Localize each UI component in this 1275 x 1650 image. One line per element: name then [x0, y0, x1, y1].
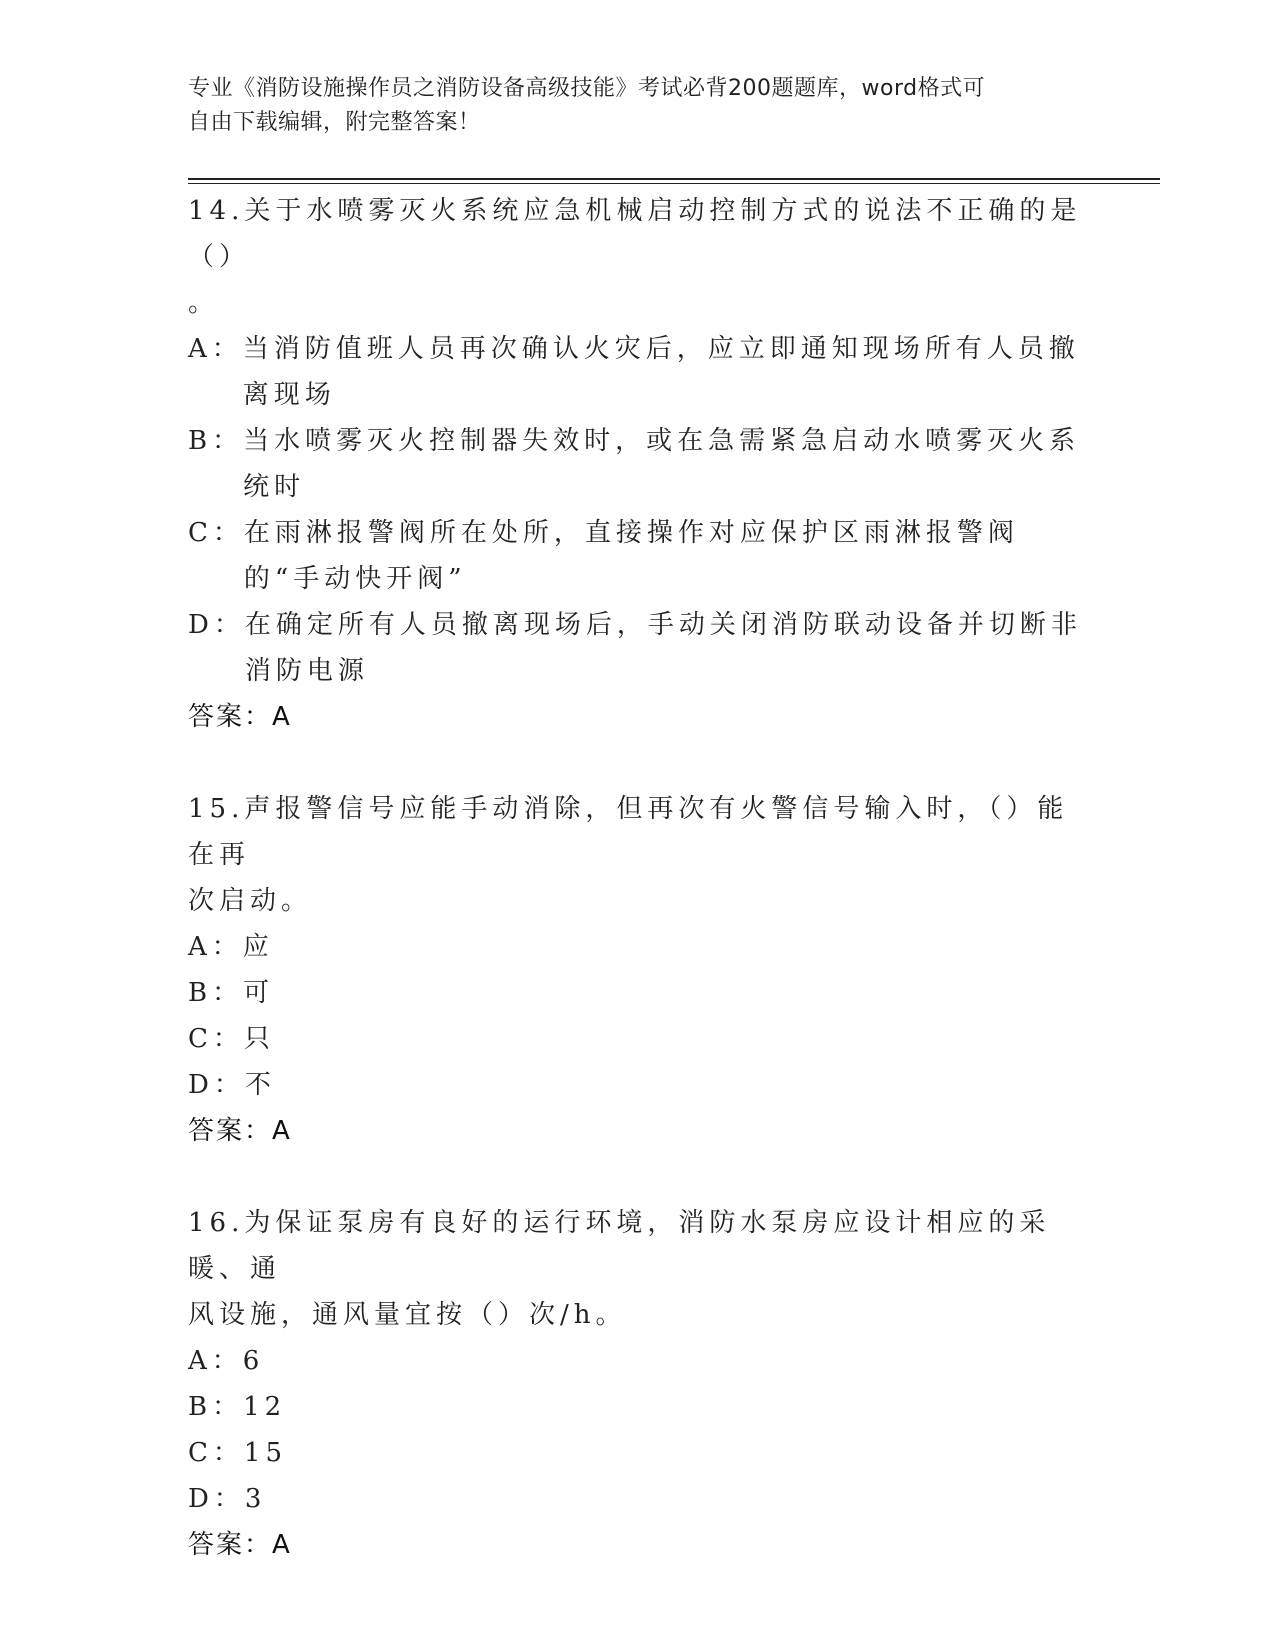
option-key: D：: [188, 1070, 245, 1100]
option-a: [188, 924, 1088, 970]
header-divider-thick: [188, 178, 1160, 180]
option-c: [188, 510, 1088, 602]
document-header: [188, 72, 1088, 140]
question-stem: 14.关于水喷雾灭火系统应急机械启动控制方式的说法不正确的是（）: [188, 196, 1082, 272]
option-key: C：: [188, 518, 244, 548]
option-key: D：: [188, 1484, 245, 1514]
option-a: [188, 326, 1088, 418]
header-line-2: 自由下载编辑，附完整答案！: [188, 110, 481, 135]
option-text: 当消防值班人员再次确认火灾后，应立即通知现场所有人员撤离现场: [242, 334, 1080, 410]
option-b: [188, 1384, 1088, 1430]
option-b: [188, 970, 1088, 1016]
option-d: [188, 602, 1088, 694]
option-text: 12: [243, 1392, 287, 1422]
header-line-1: 专业《消防设施操作员之消防设备高级技能》考试必背200题题库，word格式可: [188, 76, 986, 101]
option-b: [188, 418, 1088, 510]
question-spacer: [188, 1154, 1088, 1200]
option-key: A：: [188, 334, 243, 364]
answer-line: 答案：A: [188, 1116, 292, 1146]
option-key: A：: [188, 932, 243, 962]
question-16: [188, 1200, 1088, 1568]
option-key: B：: [188, 426, 244, 456]
option-d: [188, 1476, 1088, 1522]
option-a: [188, 1338, 1088, 1384]
option-key: B：: [188, 978, 244, 1008]
option-key: D：: [188, 610, 245, 640]
option-text: 6: [242, 1346, 265, 1376]
answer-line: 答案：A: [188, 1530, 292, 1560]
option-c: [188, 1430, 1088, 1476]
option-text: 在确定所有人员撤离现场后，手动关闭消防联动设备并切断非消防电源: [244, 610, 1082, 686]
option-text: 只: [243, 1024, 275, 1054]
option-text: 不: [244, 1070, 276, 1100]
option-key: C：: [188, 1438, 244, 1468]
answer-line: 答案：A: [188, 702, 292, 732]
option-c: [188, 1016, 1088, 1062]
option-key: A：: [188, 1346, 243, 1376]
option-text: 3: [244, 1484, 267, 1514]
option-key: C：: [188, 1024, 244, 1054]
question-list: [188, 188, 1088, 1568]
header-divider-thin: [188, 183, 1160, 184]
question-stem-continued: 风设施，通风量宜按（）次/h。: [188, 1300, 627, 1330]
option-text: 应: [242, 932, 274, 962]
question-14: [188, 188, 1088, 740]
question-stem-continued: 。: [188, 288, 220, 318]
question-spacer: [188, 740, 1088, 786]
option-key: B：: [188, 1392, 244, 1422]
question-stem-continued: 次启动。: [188, 886, 313, 916]
option-text: 可: [243, 978, 275, 1008]
question-stem: 15.声报警信号应能手动消除，但再次有火警信号输入时，（）能在再: [188, 794, 1069, 870]
question-15: [188, 786, 1088, 1154]
option-text: 当水喷雾灭火控制器失效时，或在急需紧急启动水喷雾灭火系统时: [243, 426, 1081, 502]
option-d: [188, 1062, 1088, 1108]
question-stem: 16.为保证泵房有良好的运行环境，消防水泵房应设计相应的采暖、通: [188, 1208, 1051, 1284]
option-text: 15: [243, 1438, 287, 1468]
option-text: 在雨淋报警阀所在处所，直接操作对应保护区雨淋报警阀的“手动快开阀”: [243, 518, 1019, 594]
